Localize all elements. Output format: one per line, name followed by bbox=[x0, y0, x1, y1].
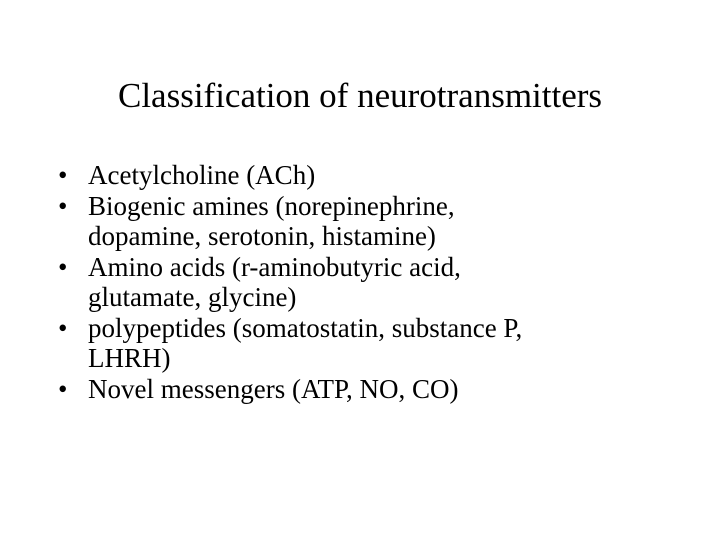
bullet-line: dopamine, serotonin, histamine) bbox=[88, 221, 436, 251]
bullet-line: Biogenic amines (norepinephrine, bbox=[88, 190, 455, 221]
bullet-line: glutamate, glycine) bbox=[88, 282, 297, 312]
slide-title: Classification of neurotransmitters bbox=[117, 76, 603, 115]
bullet-item bbox=[58, 313, 678, 374]
bullet-item bbox=[58, 191, 678, 252]
bullet-line: Acetylcholine (ACh) bbox=[88, 160, 316, 190]
bullet-marker: • bbox=[58, 160, 68, 190]
bullet-marker: • bbox=[58, 312, 68, 343]
bullet-line: Amino acids (r-aminobutyric acid, bbox=[88, 251, 461, 282]
bullet-item bbox=[58, 374, 678, 405]
bullet-marker: • bbox=[58, 190, 68, 221]
bullet-marker: • bbox=[58, 251, 68, 282]
bullet-line: LHRH) bbox=[88, 343, 171, 373]
bullet-line: Novel messengers (ATP, NO, CO) bbox=[88, 373, 459, 404]
bullet-list bbox=[58, 160, 678, 404]
bullet-line: polypeptides (somatostatin, substance P, bbox=[88, 312, 523, 343]
bullet-item bbox=[58, 252, 678, 313]
bullet-marker: • bbox=[58, 373, 68, 404]
bullet-item bbox=[58, 160, 678, 191]
